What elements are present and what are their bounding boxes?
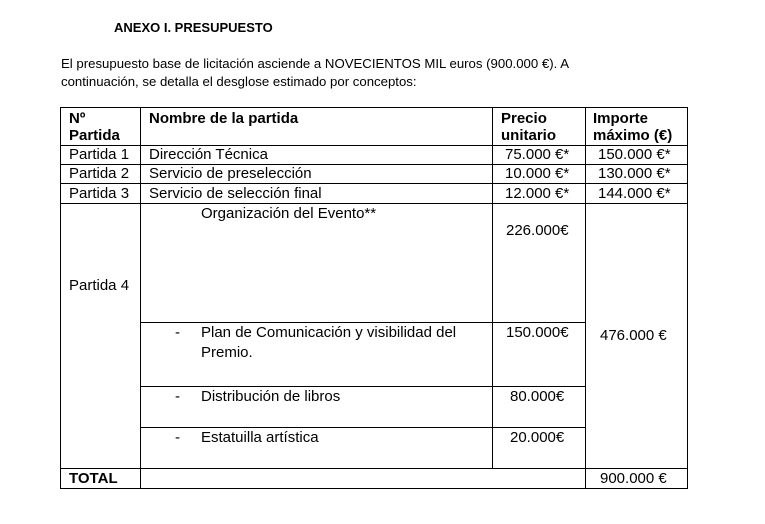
- sub-1-name-line2: Premio.: [201, 344, 253, 361]
- row-3-name: Servicio de selección final: [149, 185, 322, 202]
- row-4-main-price: 226.000€: [506, 222, 569, 239]
- row-4-main-name: Organización del Evento**: [201, 205, 377, 222]
- sub-3-price: 20.000€: [510, 429, 565, 446]
- row-2-max: 130.000 €*: [598, 165, 671, 182]
- row-1-num: Partida 1: [69, 146, 130, 163]
- sub-2-price: 80.000€: [510, 388, 565, 405]
- sub-2-dash: -: [175, 388, 180, 405]
- sub-3-name: Estatuilla artística: [201, 429, 319, 446]
- row-3-num: Partida 3: [69, 185, 130, 202]
- row-3-max: 144.000 €*: [598, 185, 671, 202]
- header-price-line2: unitario: [501, 127, 556, 144]
- row-1-price: 75.000 €*: [505, 146, 570, 163]
- header-name: Nombre de la partida: [149, 110, 299, 127]
- header-max-line2: máximo (€): [593, 127, 673, 144]
- sub-1-dash: -: [175, 324, 180, 341]
- row-2-name: Servicio de preselección: [149, 165, 312, 182]
- annex-title: ANEXO I. PRESUPUESTO: [114, 20, 273, 35]
- row-3-price: 12.000 €*: [505, 185, 570, 202]
- header-num-line2: Partida: [69, 127, 120, 144]
- row-1-name: Dirección Técnica: [149, 146, 268, 163]
- sub-1-price: 150.000€: [506, 324, 569, 341]
- intro-line-1: El presupuesto base de licitación asciende a NOVECIENTOS MIL euros (900.000 €). A: [61, 56, 569, 71]
- row-4-max: 476.000 €: [600, 327, 667, 344]
- total-label: TOTAL: [69, 470, 118, 487]
- sub-3-dash: -: [175, 429, 180, 446]
- sub-1-name-line1: Plan de Comunicación y visibilidad del: [201, 324, 457, 341]
- row-2-price: 10.000 €*: [505, 165, 570, 182]
- header-price-line1: Precio: [501, 110, 547, 127]
- row-1-max: 150.000 €*: [598, 146, 671, 163]
- header-num-line1: Nº: [69, 110, 86, 127]
- total-value: 900.000 €: [600, 470, 667, 487]
- intro-line-2: continuación, se detalla el desglose estimado por conceptos:: [61, 74, 417, 89]
- header-max-line1: Importe: [593, 110, 649, 127]
- row-4-num: Partida 4: [69, 277, 130, 294]
- row-2-num: Partida 2: [69, 165, 130, 182]
- sub-2-name: Distribución de libros: [201, 388, 341, 405]
